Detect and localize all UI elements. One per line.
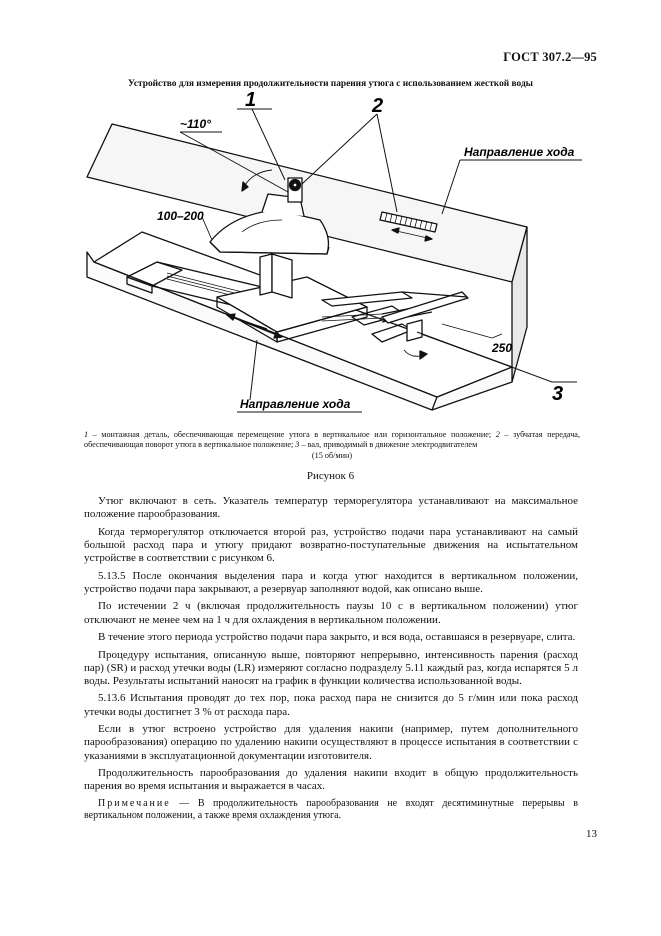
- note-text: — В продолжительность парообразования не входят десятиминутные перерывы в вертикальном положении, а также время охлаждения утюга.: [84, 798, 578, 822]
- caption-num-1: 1: [84, 430, 89, 439]
- caption-num-2: 2: [495, 430, 500, 439]
- angle-label: ~110°: [180, 117, 211, 131]
- label-1: 1: [245, 92, 257, 111]
- caption-num-3: 3: [295, 440, 300, 450]
- paragraph: В течение этого периода устройство подачи пара закрыто, и вся вода, оставшаяся в резервуаре, слита.: [98, 631, 576, 644]
- paragraph: 5.13.5 После окончания выделения пара и когда утюг находится в вертикальном положении, устройство подачи пара закрывают, а резервуар заполняют водой, как описано выше.: [84, 569, 578, 595]
- paragraph: Когда терморегулятор отключается второй раз, устройство подачи пара устанавливают на самый большой расход пара и утюгу придают возвратно-поступательные движения на испытательном устройстве в соответствии с рисунком 6.: [84, 525, 578, 565]
- caption-text-3: – вал, приводимый в движение электродвигателем: [299, 440, 478, 450]
- document-code: ГОСТ 307.2—95: [503, 50, 597, 64]
- body-text: [84, 495, 578, 827]
- note-label: Примечание: [98, 798, 171, 810]
- apparatus-drawing: [82, 92, 582, 422]
- caption-text-1: – монтажная деталь, обеспечивающая перемещение утюга в вертикальное или горизонтальное положение;: [88, 430, 496, 439]
- figure-caption: [84, 430, 580, 461]
- label-3: 3: [552, 383, 564, 405]
- direction-label-top: Направление хода: [464, 145, 575, 159]
- distance-label: 250: [492, 341, 513, 355]
- apparatus-figure: [82, 92, 582, 422]
- paragraph: 5.13.6 Испытания проводят до тех пор, пока расход пара не снизится до 5 г/мин или пока расход утечки воды достигнет 3 % от расхода пара.: [84, 692, 578, 718]
- caption-text-2: – зубчатая передача, обеспечивающая поворот утюга в вертикальное положение;: [84, 430, 580, 450]
- direction-label-bottom: Направление хода: [240, 397, 351, 411]
- page-number: 13: [586, 828, 597, 840]
- paragraph: По истечении 2 ч (включая продолжительность паузы 10 с в вертикальном положении) утюг отключают не менее чем на 1 ч для охлаждения в вертикальном положении.: [84, 600, 578, 626]
- label-2: 2: [372, 95, 384, 117]
- paragraph: Продолжительность парообразования до удаления накипи входит в общую продолжительность парения во время испытания и выражается в часах.: [84, 767, 578, 793]
- figure-title: Устройство для измерения продолжительности парения утюга с использованием жесткой воды: [127, 79, 534, 89]
- caption-text-4: (15 об/мин): [311, 450, 353, 460]
- paragraph: Процедуру испытания, описанную выше, повторяют непрерывно, интенсивность парения (расход пар) (SR) и расход утечки воды (LR) измеряют согласно подразделу 5.11 каждый раз, когда испарятся 5 л воды. Результаты испытаний наносят на график в функции количества использованной воды.: [84, 648, 578, 687]
- range-label: 100–200: [157, 209, 204, 223]
- paragraph: Утюг включают в сеть. Указатель температур терморегулятора устанавливают на максимальное положение парообразования.: [84, 495, 578, 521]
- paragraph: Если в утюг встроено устройство для удаления накипи (например, путем дополнительного парообразования) операцию по удалению накипи осуществляют в процессе испытания в соответствии с указаниями в эксплуатационной документации изготовителя.: [84, 723, 578, 762]
- note: [84, 798, 578, 822]
- figure-label: Рисунок 6: [306, 470, 355, 482]
